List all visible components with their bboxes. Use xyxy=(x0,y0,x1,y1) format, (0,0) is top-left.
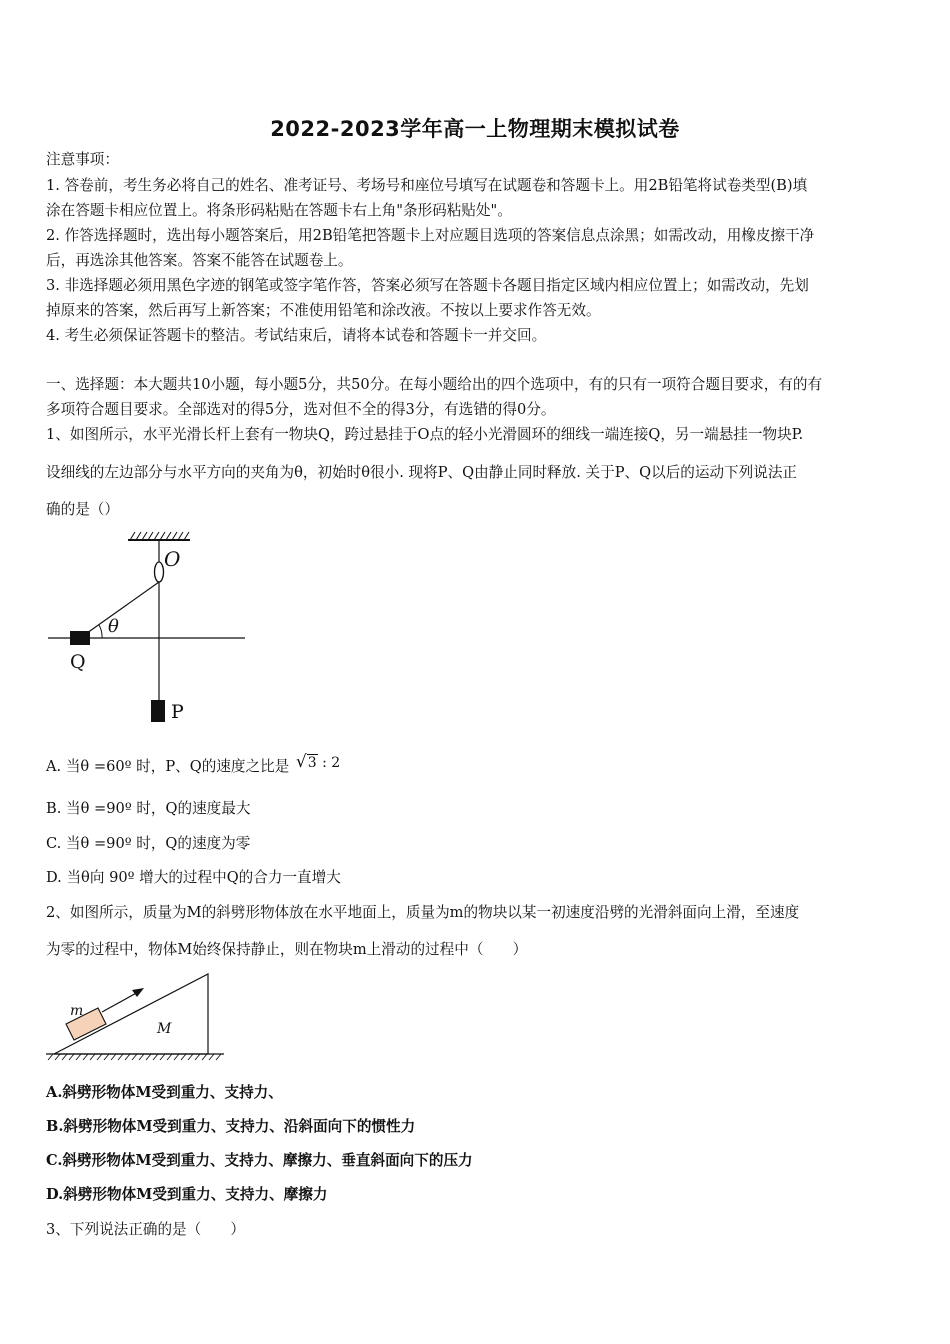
q2-line-2: 为零的过程中，物体M始终保持静止，则在物块m上滑动的过程中（ ） xyxy=(46,941,528,958)
notice-line-2: 涂在答题卡相应位置上。将条形码粘贴在答题卡右上角"条形码粘贴处"。 xyxy=(46,202,512,219)
notice-line-1: 1. 答卷前，考生务必将自己的姓名、准考证号、考场号和座位号填写在试题卷和答题卡上。用2B铅笔将试卷类型(B)填 xyxy=(46,177,808,194)
label-q: Q xyxy=(70,651,86,673)
q2-line-1: 2、如图所示，质量为M的斜劈形物体放在水平地面上，质量为m的物块以某一初速度沿劈的光滑斜面向上滑，至速度 xyxy=(46,904,800,921)
q1-option-c: C. 当θ =90º 时，Q的速度为零 xyxy=(46,835,251,852)
section-line-1: 一、选择题：本大题共10小题，每小题5分，共50分。在每小题给出的四个选项中，有的只有一项符合题目要求，有的有 xyxy=(46,376,823,393)
q1-option-b: B. 当θ =90º 时，Q的速度最大 xyxy=(46,800,251,817)
q1-line-2: 设细线的左边部分与水平方向的夹角为θ，初始时θ很小. 现将P、Q由静止同时释放. 关于P、Q以后的运动下列说法正 xyxy=(46,464,798,481)
q1-pulley-figure xyxy=(40,528,255,728)
q1-option-d: D. 当θ向 90º 增大的过程中Q的合力一直增大 xyxy=(46,869,341,886)
label-o: O xyxy=(164,547,181,571)
notice-heading: 注意事项： xyxy=(46,151,119,168)
q1-line-1: 1、如图所示，水平光滑长杆上套有一物块Q，跨过悬挂于O点的轻小光滑圆环的细线一端连接Q，另一端悬挂一物块P. xyxy=(46,426,804,443)
label-big-m: M xyxy=(157,1021,172,1037)
label-m: m xyxy=(70,1003,84,1019)
notice-line-5: 3. 非选择题必须用黑色字迹的钢笔或签字笔作答，答案必须写在答题卡各题目指定区域内相应位置上；如需改动，先划 xyxy=(46,277,809,294)
block-q xyxy=(70,631,90,645)
q2-option-c: C.斜劈形物体M受到重力、支持力、摩擦力、垂直斜面向下的压力 xyxy=(46,1152,473,1169)
arrow-icon xyxy=(132,988,144,997)
sqrt-expression: √3 : 2 xyxy=(295,752,341,772)
notice-line-7: 4. 考生必须保证答题卡的整洁。考试结束后，请将本试卷和答题卡一并交回。 xyxy=(46,327,547,344)
q1-option-a-text: A. 当θ =60º 时，P、Q的速度之比是 xyxy=(46,758,290,775)
block-p xyxy=(151,700,165,722)
q2-option-d: D.斜劈形物体M受到重力、支持力、摩擦力 xyxy=(46,1186,328,1203)
notice-line-6: 掉原来的答案，然后再写上新答案；不准使用铅笔和涂改液。不按以上要求作答无效。 xyxy=(46,302,601,319)
sqrt-argument: 3 xyxy=(307,755,317,771)
q3-line: 3、下列说法正确的是（ ） xyxy=(46,1221,246,1238)
page-title: 2022-2023学年高一上物理期末模拟试卷 xyxy=(270,117,680,141)
q2-incline-figure xyxy=(40,968,230,1068)
ratio-suffix: : 2 xyxy=(322,755,341,771)
label-theta: θ xyxy=(108,616,119,637)
label-p: P xyxy=(171,701,184,723)
notice-line-3: 2. 作答选择题时，选出每小题答案后，用2B铅笔把答题卡上对应题目选项的答案信息点涂黑；如需改动，用橡皮擦干净 xyxy=(46,227,815,244)
q2-option-a: A.斜劈形物体M受到重力、支持力、 xyxy=(46,1084,283,1101)
section-line-2: 多项符合题目要求。全部选对的得5分，选对但不全的得3分，有选错的得0分。 xyxy=(46,401,556,418)
notice-line-4: 后，再选涂其他答案。答案不能答在试题卷上。 xyxy=(46,252,353,269)
q2-option-b: B.斜劈形物体M受到重力、支持力、沿斜面向下的惯性力 xyxy=(46,1118,416,1135)
ring-icon xyxy=(155,562,164,582)
q1-option-a xyxy=(46,752,340,777)
q1-line-3: 确的是（） xyxy=(46,501,119,518)
